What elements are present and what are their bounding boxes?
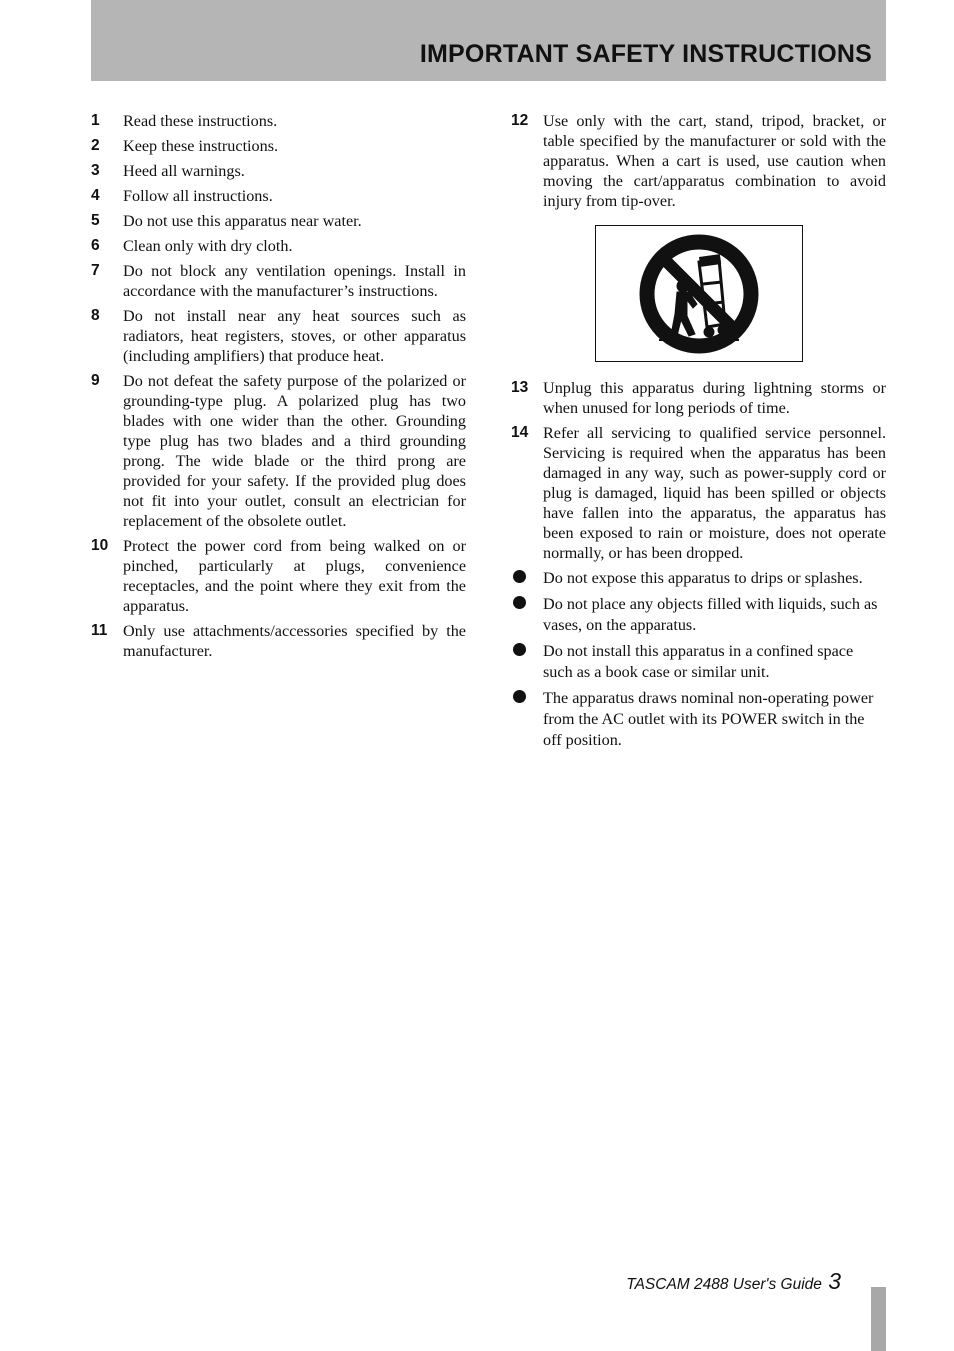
side-tab-marker xyxy=(871,1287,886,1351)
item-text: Clean only with dry cloth. xyxy=(123,237,293,255)
list-item xyxy=(91,211,466,231)
bullet-item xyxy=(511,568,886,589)
item-text: Do not use this apparatus near water. xyxy=(123,212,362,230)
item-text: Heed all warnings. xyxy=(123,162,245,180)
page-number: 3 xyxy=(828,1268,841,1294)
item-text: Unplug this apparatus during lightning storms or when unused for long periods of time. xyxy=(543,379,886,417)
item-text: Do not defeat the safety purpose of the polarized or grounding-type plug. A polarized plug has two blades with one wider than the other. Grounding type plug has two blades and a third grounding prong. The wide blade or the third prong are provided for your safety. If the provided plug does not fit into your outlet, consult an electrician for replacement of the obsolete outlet. xyxy=(123,372,466,530)
item-number: 11 xyxy=(91,622,108,639)
list-item xyxy=(91,186,466,206)
item-number: 5 xyxy=(91,212,100,229)
bullet-item xyxy=(511,641,886,683)
item-text: Follow all instructions. xyxy=(123,187,273,205)
item-number: 10 xyxy=(91,537,109,554)
item-text: Keep these instructions. xyxy=(123,137,279,155)
list-item xyxy=(91,111,466,131)
item-number: 4 xyxy=(91,187,100,204)
footer-label: TASCAM 2488 User's Guide xyxy=(626,1276,822,1293)
bullet-icon xyxy=(513,570,526,583)
list-item xyxy=(91,621,466,661)
bullet-icon xyxy=(513,690,526,703)
bullet-item xyxy=(511,688,886,751)
list-item xyxy=(91,536,466,616)
item-number: 12 xyxy=(511,112,529,129)
list-item xyxy=(91,161,466,181)
list-item xyxy=(91,371,466,531)
page-title: IMPORTANT SAFETY INSTRUCTIONS xyxy=(419,40,872,68)
bullet-icon xyxy=(513,643,526,656)
item-text: Only use attachments/accessories specified by the manufacturer. xyxy=(123,622,466,660)
bullet-text: Do not place any objects filled with liquids, such as vases, on the apparatus. xyxy=(543,595,878,634)
item-number: 6 xyxy=(91,237,100,254)
bullet-text: Do not install this apparatus in a confined space such as a book case or similar unit. xyxy=(543,642,854,681)
item-number: 2 xyxy=(91,137,100,154)
list-item xyxy=(511,423,886,563)
left-column xyxy=(91,111,466,666)
bullet-text: The apparatus draws nominal non-operating power from the AC outlet with its POWER switch in the off position. xyxy=(543,689,874,749)
item-text: Do not install near any heat sources such as radiators, heat registers, stoves, or other apparatus (including amplifiers) that produce heat. xyxy=(123,307,466,365)
bullet-text: Do not expose this apparatus to drips or splashes. xyxy=(543,569,863,587)
item-text: Refer all servicing to qualified service personnel. Servicing is required when the apparatus has been damaged in any way, such as power-supply cord or plug is damaged, liquid has been spilled or objects have fallen into the apparatus, the apparatus has been exposed to rain or moisture, does not operate normally, or has been dropped. xyxy=(543,424,886,562)
list-item xyxy=(511,378,886,418)
list-item xyxy=(91,261,466,301)
list-item xyxy=(511,111,886,211)
bullet-item xyxy=(511,594,886,636)
item-text: Read these instructions. xyxy=(123,112,278,130)
item-number: 13 xyxy=(511,379,529,396)
bullet-icon xyxy=(513,596,526,609)
item-number: 1 xyxy=(91,112,100,129)
item-number: 7 xyxy=(91,262,100,279)
right-column xyxy=(511,111,886,756)
list-item xyxy=(91,236,466,256)
item-text: Use only with the cart, stand, tripod, bracket, or table specified by the manufacturer or sold with the apparatus. When a cart is used, use caution when moving the cart/apparatus combination to avoid injury from tip-over. xyxy=(543,112,886,210)
item-number: 9 xyxy=(91,372,100,389)
list-item xyxy=(91,136,466,156)
item-number: 8 xyxy=(91,307,100,324)
cart-tip-over-warning-icon xyxy=(637,232,761,356)
item-number: 14 xyxy=(511,424,529,441)
item-number: 3 xyxy=(91,162,100,179)
item-text: Protect the power cord from being walked on or pinched, particularly at plugs, convenience receptacles, and the point where they exit from the apparatus. xyxy=(123,537,466,615)
list-item xyxy=(91,306,466,366)
page-footer xyxy=(626,1268,841,1295)
cart-warning-figure xyxy=(595,225,803,362)
item-text: Do not block any ventilation openings. Install in accordance with the manufacturer’s instructions. xyxy=(123,262,466,300)
header-band xyxy=(91,0,886,81)
